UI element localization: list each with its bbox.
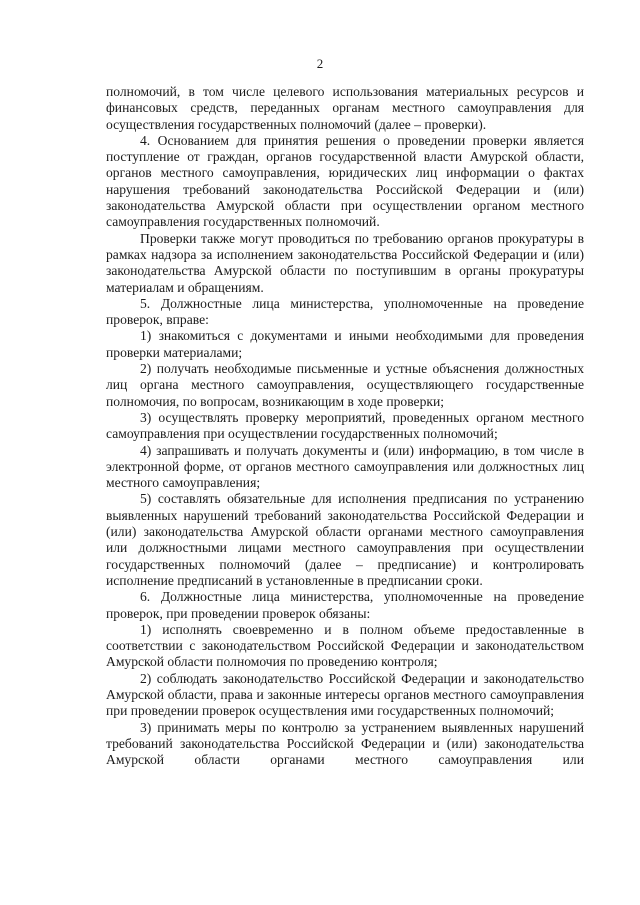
paragraph: 1) исполнять своевременно и в полном объеме предоставленные в соответствии с законодательством Российской Федерации и законодательством Амурской области полномочия по проведению контроля;: [106, 621, 584, 670]
paragraph: Проверки также могут проводиться по требованию органов прокуратуры в рамках надзора за исполнением законодательства Российской Федерации и (или) законодательства Амурской области по поступившим в органы прокуратуры материалам и обращениям.: [106, 230, 584, 295]
paragraph: 4) запрашивать и получать документы и (или) информацию, в том числе в электронной форме, от органов местного самоуправления или должностных лиц местного самоуправления;: [106, 442, 584, 491]
paragraph: полномочий, в том числе целевого использования материальных ресурсов и финансовых средств, переданных органам местного самоуправления для осуществления государственных полномочий (далее – проверки).: [106, 84, 584, 132]
paragraph: 6. Должностные лица министерства, уполномоченные на проведение проверок, при проведении проверок обязаны:: [106, 589, 584, 621]
paragraph-continued: 3) принимать меры по контролю за устранением выявленных нарушений требований законодательства Российской Федерации и (или) законодательства Амурской области органами местного самоуправления или: [106, 719, 584, 768]
paragraph: 5. Должностные лица министерства, уполномоченные на проведение проверок, вправе:: [106, 295, 584, 328]
paragraph: 2) получать необходимые письменные и устные объяснения должностных лиц органа местного самоуправления, осуществляющего государственные полномочия, по вопросам, возникающим в ходе проверки;: [106, 361, 584, 409]
page-number: 2: [316, 56, 324, 71]
paragraph: 4. Основанием для принятия решения о проведении проверки является поступление от граждан, органов государственной власти Амурской области, органов местного самоуправления, юридических лиц информации о фактах нарушения требований законодательства Российской Федерации и (или) законодательства Амурской области при осуществлении органом местного самоуправления государственных полномочий.: [106, 132, 584, 230]
paragraph: 2) соблюдать законодательство Российской Федерации и законодательство Амурской области, права и законные интересы органов местного самоуправления при проведении проверок осуществления ими государственных полномочий;: [106, 670, 584, 719]
paragraph: 3) осуществлять проверку мероприятий, проведенных органом местного самоуправления при осуществлении государственных полномочий;: [106, 409, 584, 442]
paragraph: 5) составлять обязательные для исполнения предписания по устранению выявленных нарушений требований законодательства Российской Федерации и (или) законодательства Амурской области органами местного самоуправления или должностными лицами местного самоуправления при осуществлении государственных полномочий (далее – предписание) и контролировать исполнение предписаний в установленные в предписании сроки.: [106, 491, 584, 588]
paragraph: 1) знакомиться с документами и иными необходимыми для проведения проверки материалами;: [106, 328, 584, 360]
document-body: [106, 84, 584, 768]
